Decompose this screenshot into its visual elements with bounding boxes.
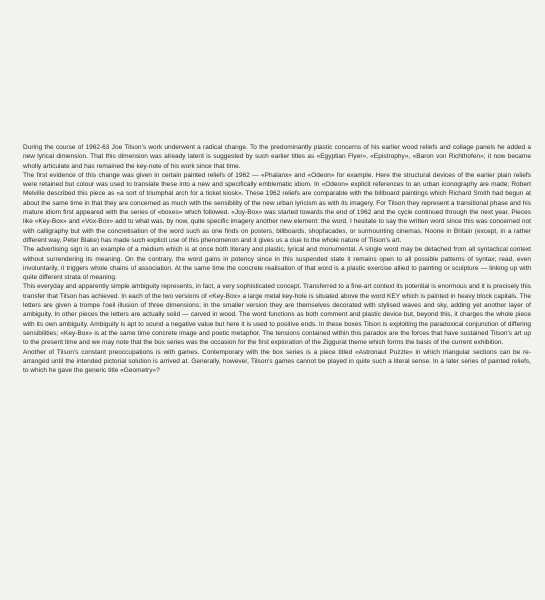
paragraph: The advertising sign is an example of a medium which is at once both literary and plastic, lyrical and monumental. A single word may be detached from all syntactical context without surrendering its meaning. On the contrary, the word gains in potency since in this suspended state it remains open to all possible patterns of syntax; read, even involuntarily, it triggers whole chains of association. At the same time the concrete realisation of that word is a plastic exercise allied to painting or sculpture — linking up with quite different strata of meaning. [23, 246, 531, 282]
paragraph: This everyday and apparently simple ambiguity represents, in fact, a very sophisticated concept. Transferred to a fine-art context its potential is enormous and it is precisely this transfer that Tilson has achieved. In each of the two versions of «Key-Box» a large metal key-hole is situated above the word KEY which is painted in heavy block capitals. The letters are given a trompe l'oeil illusion of three dimensions; in the smaller version they are themselves decorated with stylised waves and sky, adding yet another layer of ambiguity. In other pieces the letters are actually solid — carved in wood. The word functions as both comment and plastic device but, beyond this, it charges the whole piece with its own ambiguity. Ambiguity is apt to sound a negative value but here it is used to positive ends. In these boxes Tilson is exploiting the paradoxical conjunction of differing sensibilities; «Key-Box» is at the same time concrete image and poetic metaphor. The tensions contained within this paradox are the forces that have sustained Tilson's art up to the present time and we may note that the box series was the occasion for the first exploration of the Ziggurat theme which forms the basis of the current exhibition. [23, 283, 531, 347]
paragraph: During the course of 1962-63 Joe Tilson's work underwent a radical change. To the predominantly plastic concerns of his earlier wood reliefs and collage panels he added a new lyrical dimension. That this dimension was already latent is suggested by such earlier titles as «Egyptian Flyer», «Epistrophy», «Baron von Richthofen»; it now became wholly articulate and has remained the key-note of his work since that time. [23, 144, 531, 170]
body-text [23, 143, 531, 375]
paragraph: The first evidence of this change was given in certain painted reliefs of 1962 — «Phalanx» and «Odeon» for example. Here the structural devices of the earlier plain reliefs were retained but colour was used to translate these into a new and specifically emblematic idiom. In «Odeon» explicit references to an urban iconography are made; Robert Melville described this piece as «a sort of triumphal arch for a ticket kiosk». These 1962 reliefs are comparable with the billboard paintings which Richard Smith had begun at about the same time in that they are concerned as much with the sensibility of the new urban lyricism as with its imagery. For Tilson they represent a transitional phase and his mature idiom first appeared with the series of «boxes» which followed. «Joy-Box» was started towards the end of 1962 and the cycle continued through the next year. Pieces like «Key-Box» and «Vox-Box» add to what was, by now, quite specific imagery another new element: the word. I hesitate to say the written word since this was concerned not with calligraphy but with the concretisation of the word such as one finds on posters, billboards, shopfacades, or surmounting cinemas. Noone in Britain (except, in a rather different way, Peter Blake) has made such explicit use of this phenomenon and it gives us a clue to the whole nature of Tilson's art. [23, 171, 531, 244]
paragraph: Another of Tilson's constant preoccupations is with games. Contemporary with the box series is a piece titled «Astronaut Puzzle» in which triangular sections can be re-arranged until the intended pictorial solution is arrived at. Generally, however, Tilson's games cannot be played in quite such a literal sense. In a later series of painted reliefs, to which he gave the generic title «Geometry»? [23, 348, 531, 375]
